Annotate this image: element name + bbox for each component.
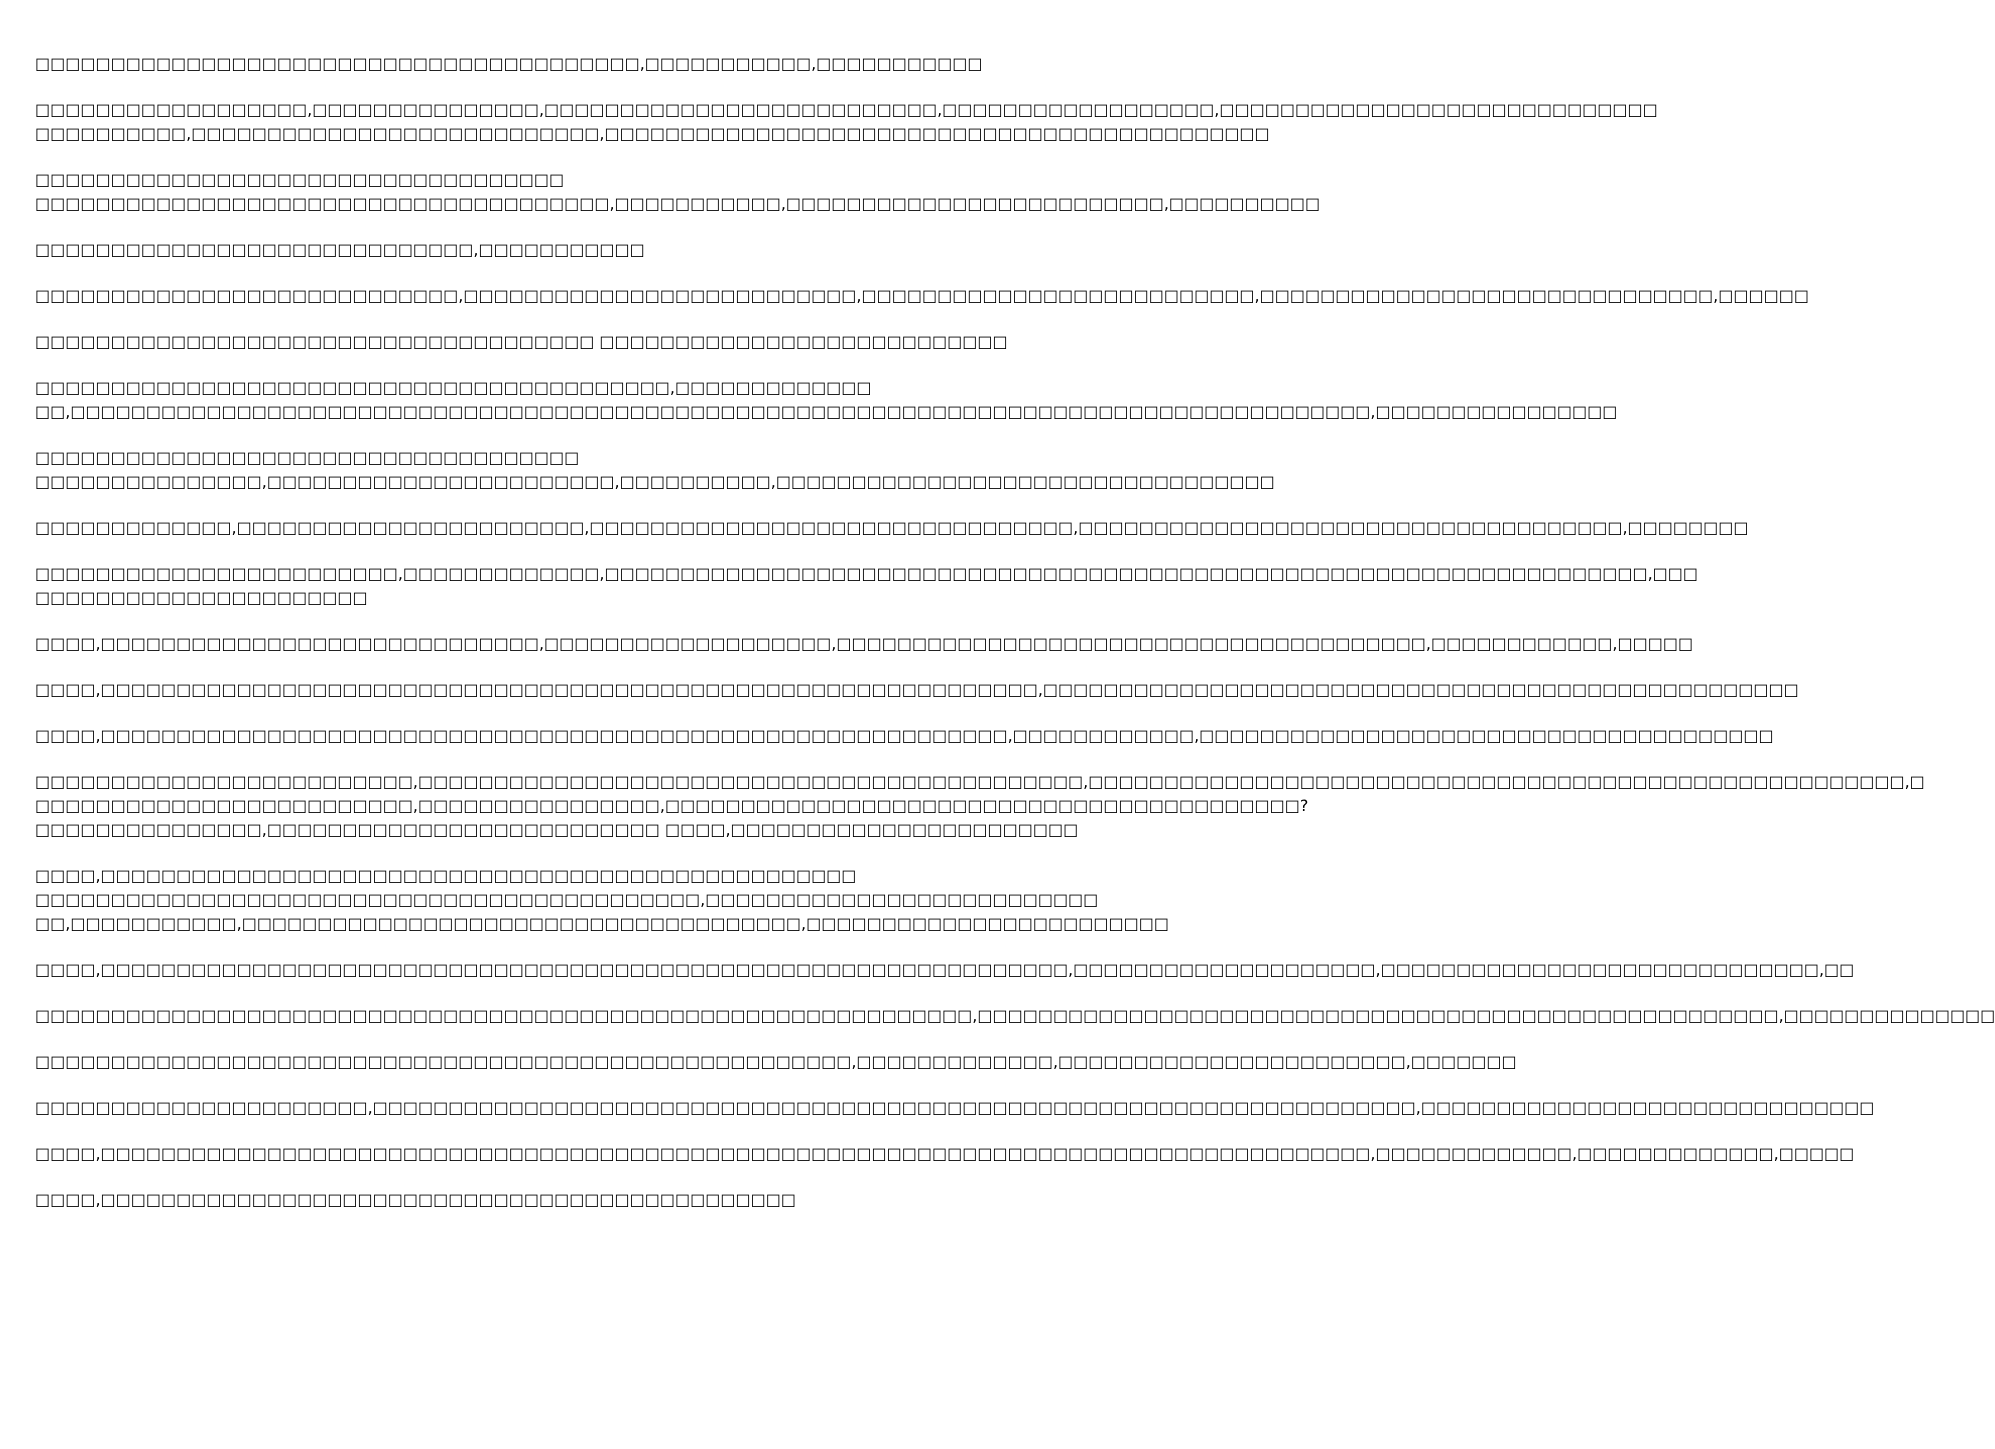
text-line: □□□□□□□□□□□□□□□,□□□□□□□□□□□□□□□□□□□□□□□□□□ □□□□,□□□□□□□□□□□□□□□□□□□□□□□ bbox=[35, 820, 1079, 839]
text-line: □□□□□□□□□□□□□□□□□□□□□□□□□,□□□□□□□□□□□□□□□□,□□□□□□□□□□□□□□□□□□□□□□□□□□□□□□□□□□□□□□□□□□? bbox=[35, 796, 1309, 815]
text-line: □□□□□□□□□□□□□□□□□□,□□□□□□□□□□□□□□□,□□□□□□□□□□□□□□□□□□□□□□□□□□,□□□□□□□□□□□□□□□□□□,□□□□□□□□□□□□□□□□□□□□□□□□□□□□□ bbox=[35, 100, 1658, 119]
text-line: □□,□□□□□□□□□□□□□□□□□□□□□□□□□□□□□□□□□□□□□□□□□□□□□□□□□□□□□□□□□□□□□□□□□□□□□□□□□□□□□□□□□□□□□□,□□□□□□□□□□□□□□□□ bbox=[35, 402, 1618, 421]
paragraph bbox=[35, 770, 1925, 842]
text-line: □□□□,□□□□□□□□□□□□□□□□□□□□□□□□□□□□□,□□□□□□□□□□□□□□□□□□□,□□□□□□□□□□□□□□□□□□□□□□□□□□□□□□□□□□□□□□□,□□□□□□□□□□□□,□□□□□ bbox=[35, 634, 1694, 653]
text-line: □□□□□□□□□□□□□□□□□□□□□□□□□□□□,□□□□□□□□□□□□□□□□□□□□□□□□□□,□□□□□□□□□□□□□□□□□□□□□□□□□□,□□□□□□□□□□□□□□□□□□□□□□□□□□□□□□,□□□□□□ bbox=[35, 286, 1809, 305]
paragraph bbox=[35, 52, 990, 76]
text-line: □□□□□□□□□□□□□□□□□□□□□□□□□□□□□□□□□□□ bbox=[35, 170, 565, 189]
paragraph bbox=[35, 168, 1321, 216]
text-line: □□□□,□□□□□□□□□□□□□□□□□□□□□□□□□□□□□□□□□□□□□□□□□□□□□□□□□□ bbox=[35, 866, 857, 885]
paragraph bbox=[35, 330, 1008, 354]
paragraph bbox=[35, 516, 1749, 540]
text-line: □□□□□□□□□□□□□□□□□□□□□□□□□□□□□□□□□□□□□□□□□□□□,□□□□□□□□□□□□□□□□□□□□□□□□□□ bbox=[35, 890, 1099, 909]
text-line: □□□□□□□□□□□□□□□□□□□□□□□□□□□□□□□□□□□□□□□□□□,□□□□□□□□□□□□□ bbox=[35, 378, 872, 397]
paragraph bbox=[35, 632, 1694, 656]
paragraph bbox=[35, 446, 1275, 494]
text-line: □□□□□□□□□□□□□□□□□□□□□□□□□□□□□,□□□□□□□□□□□ bbox=[35, 240, 645, 259]
paragraph bbox=[35, 1004, 1995, 1028]
text-line: □□□□,□□□□□□□□□□□□□□□□□□□□□□□□□□□□□□□□□□□□□□□□□□□□□□□□□□□□□□□□□□□□,□□□□□□□□□□□□,□□□□□□□□□□□□□□□□□□□□□□□□□□□□□□□□□□□□□□ bbox=[35, 726, 1774, 745]
text-line: □□□□□□□□□□□□□□□□□□□□□□□□□□□□□□□□□□□□ bbox=[35, 448, 580, 467]
text-line: □□□□□□□□□□□□□,□□□□□□□□□□□□□□□□□□□□□□□,□□□□□□□□□□□□□□□□□□□□□□□□□□□□□□□□,□□□□□□□□□□□□□□□□□□□□□□□□□□□□□□□□□□□□,□□□□□□□□ bbox=[35, 518, 1749, 537]
text-line: □□□□,□□□□□□□□□□□□□□□□□□□□□□□□□□□□□□□□□□□□□□□□□□□□□□□□□□□□□□□□□□□□□□□□□□□□□□□□□□□□□□□□□□□□,□□□□□□□□□□□□□,□□□□□□□□□□□□□,□□□□□ bbox=[35, 1144, 1855, 1163]
text-line: □□□□,□□□□□□□□□□□□□□□□□□□□□□□□□□□□□□□□□□□□□□□□□□□□□□□□□□□□□□□□□□□□□□,□□□□□□□□□□□□□□□□□□□□□□□□□□□□□□□□□□□□□□□□□□□□□□□□□□ bbox=[35, 680, 1799, 699]
text-line: □□□□□□□□□□□□□□□□□□□□□□ bbox=[35, 588, 368, 607]
text-line: □□□□□□□□□□□□□□□□□□□□□□□□□,□□□□□□□□□□□□□□□□□□□□□□□□□□□□□□□□□□□□□□□□□□□□,□□□□□□□□□□□□□□□□□□□□□□□□□□□□□□□□□□□□□□□□□□□□□□□□□□□□□□,□ bbox=[35, 772, 1925, 791]
paragraph bbox=[35, 1188, 990, 1212]
text-line: □□□□□□□□□□,□□□□□□□□□□□□□□□□□□□□□□□□□□□,□□□□□□□□□□□□□□□□□□□□□□□□□□□□□□□□□□□□□□□□□□□□ bbox=[35, 124, 1270, 143]
text-line: □□□□□□□□□□□□□□□□□□□□□□□□□□□□□□□□□□□□□□□□□□□□□□□□□□□□□□,□□□□□□□□□□□□□,□□□□□□□□□□□□□□□□□□□□□□□,□□□□□□□ bbox=[35, 1052, 1517, 1071]
paragraph bbox=[35, 238, 990, 262]
paragraph bbox=[35, 958, 1855, 982]
paragraph bbox=[35, 724, 1774, 748]
paragraph bbox=[35, 1142, 1855, 1166]
text-line: □□□□□□□□□□□□□□□,□□□□□□□□□□□□□□□□□□□□□□□,□□□□□□□□□□,□□□□□□□□□□□□□□□□□□□□□□□□□□□□□□□□□ bbox=[35, 472, 1275, 491]
text-line: □□,□□□□□□□□□□□,□□□□□□□□□□□□□□□□□□□□□□□□□□□□□□□□□□□□□,□□□□□□□□□□□□□□□□□□□□□□□□ bbox=[35, 914, 1169, 933]
text-line: □□□□,□□□□□□□□□□□□□□□□□□□□□□□□□□□□□□□□□□□□□□□□□□□□□□□□□□□□□□□□□□□□□□□□,□□□□□□□□□□□□□□□□□□□□,□□□□□□□□□□□□□□□□□□□□□□□□□□□□□,□□ bbox=[35, 960, 1855, 979]
paragraph bbox=[35, 284, 1809, 308]
text-line: □□□□□□□□□□□□□□□□□□□□□□□□□□□□□□□□□□□□□□□□,□□□□□□□□□□□,□□□□□□□□□□□ bbox=[35, 54, 983, 73]
paragraph bbox=[35, 864, 1169, 936]
paragraph bbox=[35, 562, 1699, 610]
paragraph bbox=[35, 1050, 1517, 1074]
text-line: □□□□□□□□□□□□□□□□□□□□□□□□□□□□□□□□□□□□□ □□□□□□□□□□□□□□□□□□□□□□□□□□□ bbox=[35, 332, 1008, 351]
text-line: □□□□□□□□□□□□□□□□□□□□□□□□□□□□□□□□□□□□□□,□□□□□□□□□□□,□□□□□□□□□□□□□□□□□□□□□□□□□,□□□□□□□□□□ bbox=[35, 194, 1321, 213]
paragraph bbox=[35, 678, 1799, 702]
paragraph bbox=[35, 376, 1618, 424]
text-line: □□□□□□□□□□□□□□□□□□□□□□□□□□□□□□□□□□□□□□□□□□□□□□□□□□□□□□□□□□□□□□,□□□□□□□□□□□□□□□□□□□□□□□□□□□□□□□□□□□□□□□□□□□□□□□□□□□□□,□□□□□□□□□□□□□□ bbox=[35, 1006, 1995, 1025]
paragraph bbox=[35, 1096, 1875, 1120]
text-line: □□□□,□□□□□□□□□□□□□□□□□□□□□□□□□□□□□□□□□□□□□□□□□□□□□□ bbox=[35, 1190, 796, 1209]
paragraph bbox=[35, 98, 1658, 146]
text-line: □□□□□□□□□□□□□□□□□□□□□□,□□□□□□□□□□□□□□□□□□□□□□□□□□□□□□□□□□□□□□□□□□□□□□□□□□□□□□□□□□□□□□□□□□□□□,□□□□□□□□□□□□□□□□□□□□□□□□□□□□□□ bbox=[35, 1098, 1875, 1117]
text-line: □□□□□□□□□□□□□□□□□□□□□□□□,□□□□□□□□□□□□□,□□□□□□□□□□□□□□□□□□□□□□□□□□□□□□□□□□□□□□□□□□□□□□□□□□□□□□□□□□□□□□□□□□□□□,□□□ bbox=[35, 564, 1699, 583]
